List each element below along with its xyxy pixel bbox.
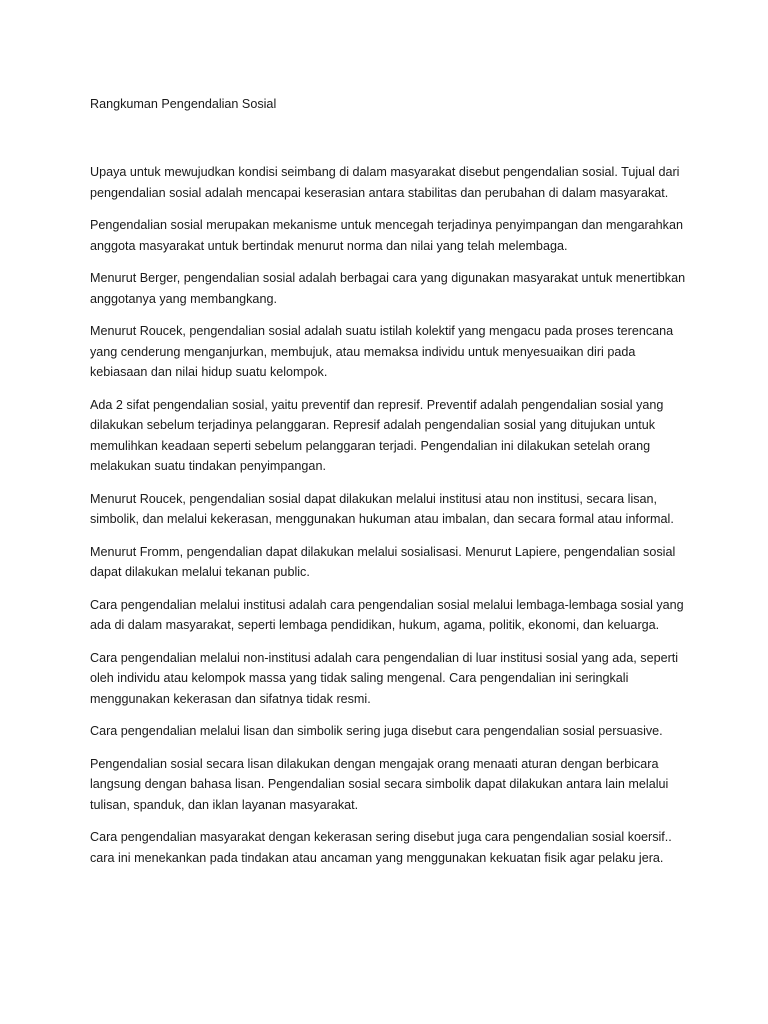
paragraph-6: Menurut Roucek, pengendalian sosial dapat dilakukan melalui institusi atau non institusi, secara lisan, simbolik, dan melalui kekerasan, menggunakan hukuman atau imbalan, dan secara formal atau informal. <box>90 491 674 526</box>
document-page <box>90 96 690 880</box>
paragraph-11: Pengendalian sosial secara lisan dilakukan dengan mengajak orang menaati aturan dengan berbicara langsung dengan bahasa lisan. Pengendalian sosial secara simbolik dapat dilakukan antara lain melalui tulisan, spanduk, dan iklan layanan masyarakat. <box>90 756 669 812</box>
paragraph-7: Menurut Fromm, pengendalian dapat dilakukan melalui sosialisasi. Menurut Lapiere, pengendalian sosial dapat dilakukan melalui tekanan public. <box>90 544 676 579</box>
paragraph-5: Ada 2 sifat pengendalian sosial, yaitu preventif dan represif. Preventif adalah pengendalian sosial yang dilakukan sebelum terjadinya pelanggaran. Represif adalah pengendalian sosial yang ditujukan untuk memulihkan keadaan seperti sebelum pelanggaran terjadi. Pengendalian ini dilakukan setelah orang melakukan suatu tindakan penyimpangan. <box>90 397 664 473</box>
paragraph-12: Cara pengendalian masyarakat dengan kekerasan sering disebut juga cara pengendalian sosial koersif.. cara ini menekankan pada tindakan atau ancaman yang menggunakan kekuatan fisik agar pelaku jera. <box>90 830 672 865</box>
paragraph-8: Cara pengendalian melalui institusi adalah cara pengendalian sosial melalui lembaga-lembaga sosial yang ada di dalam masyarakat, seperti lembaga pendidikan, hukum, agama, politik, ekonomi, dan keluarga. <box>90 597 684 632</box>
paragraph-4: Menurut Roucek, pengendalian sosial adalah suatu istilah kolektif yang mengacu pada proses terencana yang cenderung menganjurkan, membujuk, atau memaksa individu untuk menyesuaikan diri pada kebiasaan dan nilai hidup suatu kelompok. <box>90 324 674 379</box>
document-title: Rangkuman Pengendalian Sosial <box>90 97 277 111</box>
paragraph-9: Cara pengendalian melalui non-institusi adalah cara pengendalian di luar institusi sosial yang ada, seperti oleh individu atau kelompok massa yang tidak saling mengenal. Cara pengendalian ini seringkali menggunakan kekerasan dan sifatnya tidak resmi. <box>90 650 679 706</box>
paragraph-2: Pengendalian sosial merupakan mekanisme untuk mencegah terjadinya penyimpangan dan mengarahkan anggota masyarakat untuk bertindak menurut norma dan nilai yang telah melembaga. <box>90 218 683 253</box>
paragraph-3: Menurut Berger, pengendalian sosial adalah berbagai cara yang digunakan masyarakat untuk menertibkan anggotanya yang membangkang. <box>90 271 686 306</box>
paragraph-10: Cara pengendalian melalui lisan dan simbolik sering juga disebut cara pengendalian sosial persuasive. <box>90 724 663 738</box>
paragraph-1: Upaya untuk mewujudkan kondisi seimbang di dalam masyarakat disebut pengendalian sosial. Tujual dari pengendalian sosial adalah mencapai keserasian antara stabilitas dan perubahan di dalam masyarakat. <box>90 165 680 200</box>
